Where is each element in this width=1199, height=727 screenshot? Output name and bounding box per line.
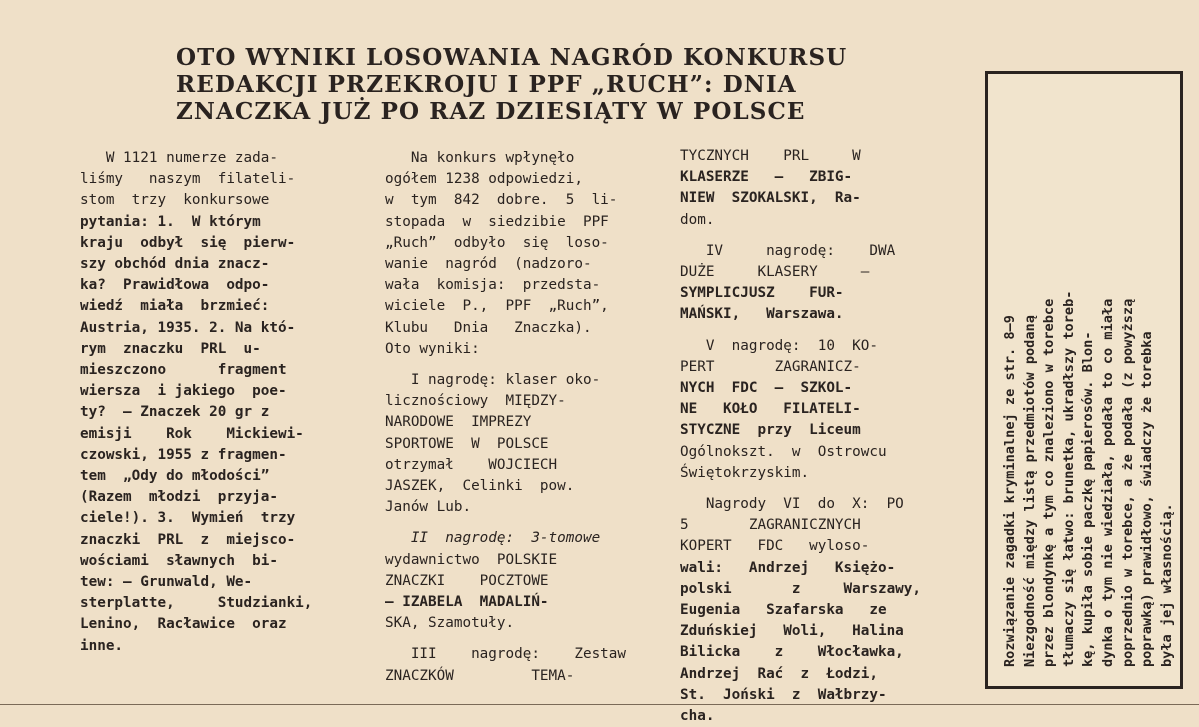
text-line: Andrzej Rać z Łodzi, [680, 665, 878, 682]
text-line: (Razem młodzi przyja- [80, 489, 278, 506]
text-line: znaczki PRL z miejsco- [80, 531, 296, 548]
text-line: rym znaczku PRL u- [80, 340, 261, 357]
text-line: „Ruch” odbyło się loso- [385, 234, 609, 251]
text-line: sterplatte, Studzianki, [80, 595, 313, 612]
paragraph-gap [680, 231, 970, 241]
paragraph-gap [385, 518, 665, 528]
article-column-1 [80, 148, 355, 657]
text-line: — IZABELA MADALIŃ- [385, 594, 549, 611]
sidebar-line: przez blondynkę a tym co znaleziono w torebce [1041, 298, 1058, 667]
text-line: Na konkurs wpłynęło [385, 150, 575, 166]
paragraph-gap [680, 326, 970, 336]
text-line: licznościowy MIĘDZY- [385, 393, 566, 410]
paragraph-gap [385, 360, 665, 370]
headline-line: ZNACZKA JUŻ PO RAZ DZIESIĄTY W POLSCE [176, 98, 806, 125]
solution-sidebar-text [991, 65, 1189, 683]
article-column-3 [680, 146, 970, 727]
text-line: JASZEK, Celinki pow. [385, 478, 575, 495]
text-line: ty? — Znaczek 20 gr z [80, 404, 270, 421]
text-line: mieszczono fragment [80, 362, 287, 379]
text-line: SPORTOWE W POLSCE [385, 435, 549, 452]
article-column-2 [385, 148, 665, 687]
text-line: Lenino, Racławice oraz [80, 616, 287, 633]
text-line: II nagrodę: 3-tomowe [385, 530, 601, 547]
text-line: w tym 842 dobre. 5 li- [385, 192, 618, 209]
paragraph-gap [680, 484, 970, 494]
text-line: NE KOŁO FILATELI- [680, 401, 861, 418]
headline-line: OTO WYNIKI LOSOWANIA NAGRÓD KONKURSU [176, 44, 848, 71]
text-line: IV nagrodę: DWA [680, 242, 896, 259]
text-line: W 1121 numerze zada- [80, 150, 278, 166]
text-line: inne. [80, 637, 124, 654]
text-line: Oto wyniki: [385, 340, 480, 357]
text-line: Zduńskiej Woli, Halina [680, 623, 904, 640]
text-line: Ogólnokszt. w Ostrowcu [680, 443, 887, 460]
text-line: TYCZNYCH PRL W [680, 148, 861, 164]
text-line: STYCZNE przy Liceum [680, 422, 861, 439]
text-line: cha. [680, 708, 715, 725]
paragraph-gap [385, 634, 665, 644]
text-line: tem „Ody do młodości” [80, 468, 270, 485]
text-line: 5 ZAGRANICZNYCH [680, 517, 861, 534]
text-line: KLASERZE — ZBIG- [680, 169, 853, 186]
sidebar-line: dynka o tym nie wiedziała, podała to co miała [1099, 298, 1116, 667]
text-line: liśmy naszym filateli- [80, 171, 296, 188]
text-line: polski z Warszawy, [680, 580, 922, 597]
text-line: Bilicka z Włocławka, [680, 644, 904, 661]
headline-line: REDAKCJI PRZEKROJU I PPF „RUCH”: DNIA [176, 71, 797, 98]
text-line: SKA, Szamotuły. [385, 615, 515, 632]
text-line: Nagrody VI do X: PO [680, 496, 904, 513]
sidebar-line: poprzednio w torebce, a że podała (z powyższą [1119, 298, 1136, 667]
text-line: wościami sławnych bi- [80, 552, 278, 569]
text-line: Janów Lub. [385, 499, 472, 516]
text-line: otrzymał WOJCIECH [385, 456, 558, 473]
text-line: KOPERT FDC wyloso- [680, 538, 870, 555]
text-line: tew: — Grunwald, We- [80, 574, 253, 591]
text-line: stopada w siedzibie PPF [385, 213, 609, 230]
text-line: MAŃSKI, Warszawa. [680, 306, 844, 323]
text-line: ZNACZKI POCZTOWE [385, 572, 549, 589]
text-line: pytania: 1. W którym [80, 213, 261, 230]
text-line: wanie nagród (nadzoro- [385, 256, 592, 273]
text-line: szy obchód dnia znacz- [80, 256, 270, 273]
text-line: NYCH FDC — SZKOL- [680, 380, 853, 397]
article-headline [176, 44, 876, 125]
text-line: V nagrodę: 10 KO- [680, 337, 878, 354]
solution-sidebar-box [985, 71, 1183, 689]
text-line: wała komisja: przedsta- [385, 277, 601, 294]
text-line: Klubu Dnia Znaczka). [385, 319, 592, 336]
text-line: Austria, 1935. 2. Na któ- [80, 319, 296, 336]
sidebar-line: Niezgodność między listą przedmiotów podaną [1021, 315, 1038, 667]
page-bottom-rule [0, 704, 1199, 705]
text-line: ZNACZKÓW TEMA- [385, 667, 575, 684]
text-line: ciele!). 3. Wymień trzy [80, 510, 296, 527]
text-line: SYMPLICJUSZ FUR- [680, 285, 844, 302]
text-line: wydawnictwo POLSKIE [385, 551, 558, 568]
text-line: Eugenia Szafarska ze [680, 602, 887, 619]
text-line: III nagrodę: Zestaw [385, 646, 627, 663]
text-line: wali: Andrzej Księżo- [680, 559, 896, 576]
text-line: NARODOWE IMPREZY [385, 414, 532, 431]
text-line: dom. [680, 211, 715, 228]
sidebar-line: poprawką) prawidłowo, świadczy że torebka [1139, 331, 1156, 667]
text-line: I nagrodę: klaser oko- [385, 372, 601, 389]
text-line: DUŻE KLASERY — [680, 264, 870, 281]
text-line: PERT ZAGRANICZ- [680, 358, 861, 375]
text-line: wiciele P., PPF „Ruch”, [385, 298, 609, 315]
text-line: St. Joński z Wałbrzy- [680, 686, 887, 703]
text-line: Świętokrzyskim. [680, 464, 810, 481]
sidebar-line: Rozwiązanie zagadki kryminalnej ze str. 8—9 [1002, 315, 1018, 667]
text-line: ogółem 1238 odpowiedzi, [385, 171, 583, 188]
sidebar-line: kę, kupiła sobie paczkę papierosów. Blon- [1080, 331, 1097, 667]
text-line: wiedź miała brzmieć: [80, 298, 270, 315]
sidebar-line: była jej własnością. [1158, 503, 1175, 667]
text-line: emisji Rok Mickiewi- [80, 425, 304, 442]
text-line: wiersza i jakiego poe- [80, 383, 287, 400]
sidebar-line: tłumaczy się łatwo: brunetka, ukradłszy toreb- [1060, 290, 1077, 667]
text-line: stom trzy konkursowe [80, 192, 270, 209]
text-line: ka? Prawidłowa odpo- [80, 277, 270, 294]
text-line: kraju odbył się pierw- [80, 234, 296, 251]
text-line: czowski, 1955 z fragmen- [80, 446, 287, 463]
text-line: NIEW SZOKALSKI, Ra- [680, 190, 861, 207]
